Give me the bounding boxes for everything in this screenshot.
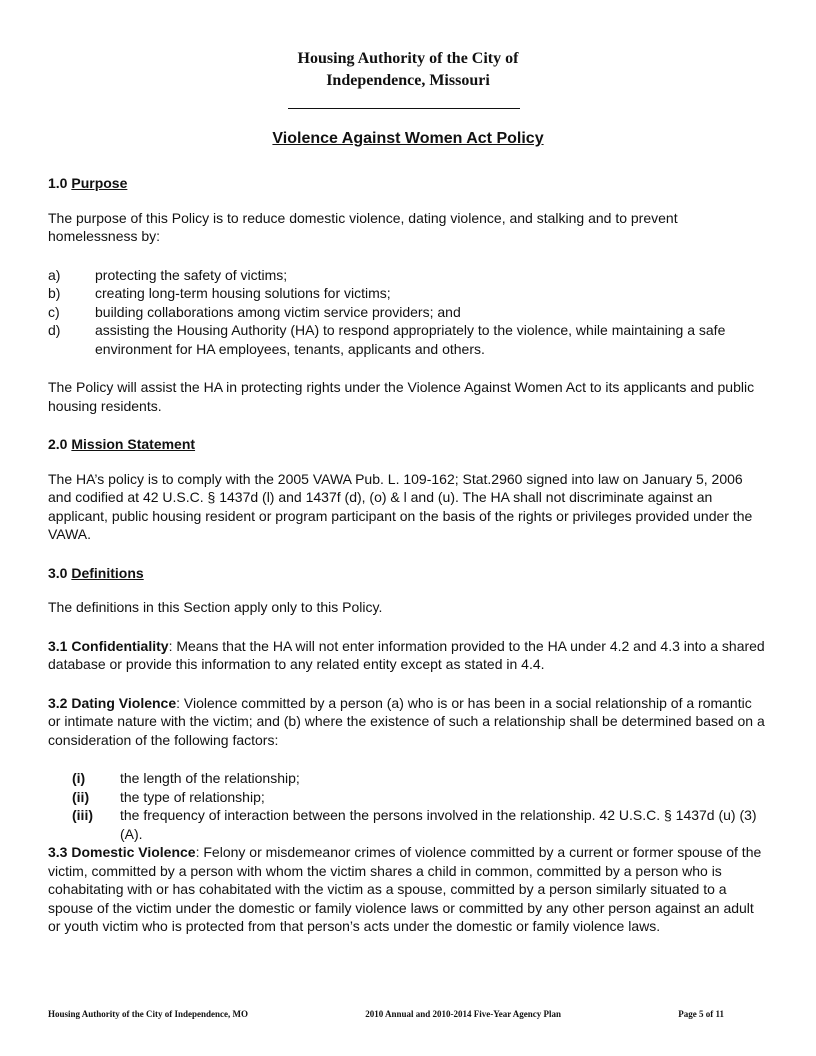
section-2-title: Mission Statement	[71, 436, 196, 452]
definition-domestic-violence	[48, 843, 768, 936]
header-divider	[288, 108, 520, 109]
footer-plan-title: 2010 Annual and 2010-2014 Five-Year Agency Plan	[365, 1009, 562, 1019]
footer-page-number: Page 5 of 11	[678, 1009, 724, 1019]
list-marker: (iii)	[72, 807, 93, 823]
section-2-heading	[48, 435, 768, 454]
org-line-2: Independence, Missouri	[326, 72, 490, 89]
definition-term: 3.3 Domestic Violence	[48, 844, 196, 860]
page-footer	[48, 1009, 724, 1019]
org-line-1: Housing Authority of the City of	[297, 50, 519, 67]
definition-dating-violence	[48, 694, 768, 750]
list-item-text: protecting the safety of victims;	[95, 266, 288, 283]
footer-organization: Housing Authority of the City of Independence, MO	[48, 1009, 249, 1019]
list-item-text: the frequency of interaction between the persons involved in the relationship. 42 U.S.C. § 1437d (u) (3) (A).	[120, 807, 757, 842]
list-item	[48, 266, 768, 285]
list-item-text: the type of relationship;	[120, 788, 265, 805]
organization-header	[0, 48, 816, 92]
section-3-heading	[48, 564, 768, 583]
definition-term: 3.1 Confidentiality	[48, 637, 169, 654]
section-1-number: 1.0	[48, 175, 68, 191]
list-marker: a)	[48, 266, 61, 283]
list-item	[48, 321, 768, 358]
section-3-intro: The definitions in this Section apply only to this Policy.	[48, 599, 383, 615]
list-marker: b)	[48, 285, 61, 301]
list-item-text: the length of the relationship;	[120, 770, 300, 786]
section-2-text: The HA’s policy is to comply with the 2005 VAWA Pub. L. 109-162; Stat.2960 signed into law on January 5, 2006 and codified at 42 U.S.C. § 1437d (l) and 1437f (d), (o) & l and (u). The HA shall not discriminate against an applicant, public housing resident or program participant on the basis of the rights or privileges provided under the VAWA.	[48, 470, 753, 542]
list-item-text: building collaborations among victim service providers; and	[95, 303, 461, 320]
list-item	[48, 806, 768, 843]
section-1-heading	[48, 174, 768, 193]
list-item	[48, 788, 768, 807]
list-item-text: assisting the Housing Authority (HA) to respond appropriately to the violence, while maintaining a safe environment for HA employees, tenants, applicants and others.	[95, 322, 726, 357]
list-item	[48, 303, 768, 322]
list-marker: c)	[48, 303, 60, 320]
section-3-number: 3.0	[48, 564, 68, 581]
section-2-number: 2.0	[48, 436, 68, 452]
document-title: Violence Against Women Act Policy	[272, 130, 544, 147]
list-marker: (ii)	[72, 788, 90, 805]
definition-text: : Felony or misdemeanor crimes of violence committed by a current or former spouse of the victim, committed by a person with whom the victim shares a child in common, committed by a person who is cohabitating with or has cohabitated with the victim as a spouse, committed by a person similarly situated to a spouse of the victim under the domestic or family violence laws or committed by any other person against an adult or youth victim who is protected from that person’s acts under the domestic or family violence laws.	[48, 844, 762, 934]
definition-confidentiality	[48, 637, 768, 674]
section-1-title: Purpose	[71, 175, 128, 191]
definition-text: : Means that the HA will not enter information provided to the HA under 4.2 and 4.3 into a shared database or provide this information to any related entity except as stated in 4.4.	[48, 637, 765, 672]
list-item	[48, 284, 768, 303]
list-marker: (i)	[72, 770, 86, 786]
list-marker: d)	[48, 322, 61, 338]
purpose-list	[48, 266, 768, 359]
definition-text: : Violence committed by a person (a) who is or has been in a social relationship of a romantic or intimate nature with the victim; and (b) where the existence of such a relationship shall be determined based on a consideration of the following factors:	[48, 694, 765, 748]
factors-list	[48, 769, 768, 843]
document-body	[48, 174, 768, 950]
list-item-text: creating long-term housing solutions for victims;	[95, 285, 391, 301]
section-1-intro: The purpose of this Policy is to reduce domestic violence, dating violence, and stalking and to prevent homelessness by:	[48, 209, 678, 244]
section-1-closing: The Policy will assist the HA in protecting rights under the Violence Against Women Act to its applicants and public housing residents.	[48, 379, 755, 414]
section-3-title: Definitions	[71, 564, 144, 581]
definition-term: 3.2 Dating Violence	[48, 694, 177, 711]
list-item	[48, 769, 768, 788]
